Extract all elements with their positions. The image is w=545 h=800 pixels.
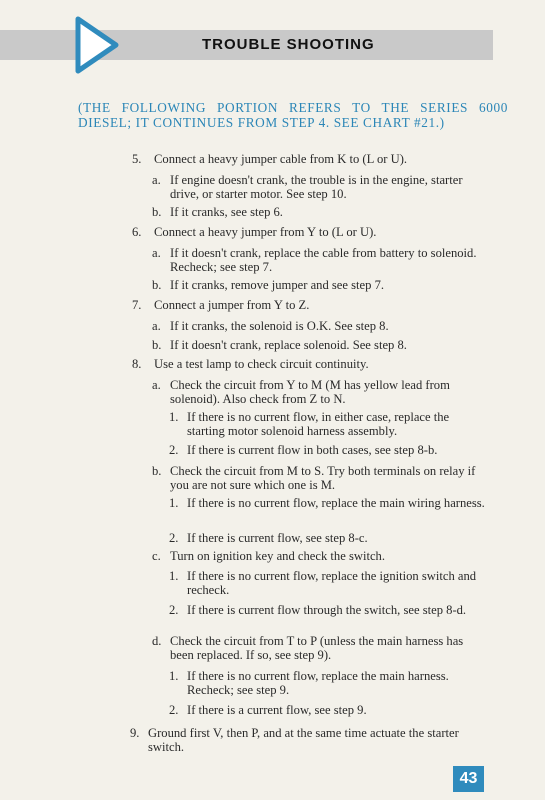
step-text: If there is no current flow, in either case, replace the starting motor solenoid harness assembly. (187, 410, 450, 438)
step-6-b (152, 278, 488, 292)
step-number: b. (152, 205, 162, 219)
step-9 (130, 726, 490, 754)
step-8-b-2 (169, 531, 487, 545)
page-title: TROUBLE SHOOTING (202, 36, 375, 53)
step-text: If there is a current flow, see step 9. (187, 703, 367, 717)
step-8-d-1 (169, 669, 487, 697)
step-text: Connect a jumper from Y to Z. (154, 298, 310, 312)
step-text: If it cranks, the solenoid is O.K. See step 8. (170, 319, 389, 333)
step-8-d-2 (169, 703, 487, 717)
step-text: Check the circuit from M to S. Try both terminals on relay if you are not sure which one is M. (170, 464, 476, 492)
step-number: 9. (130, 726, 140, 740)
step-text: Check the circuit from Y to M (M has yellow lead from solenoid). Also check from Z to N. (170, 378, 450, 406)
step-text: Connect a heavy jumper from Y to (L or U). (154, 225, 377, 239)
step-5-a (152, 173, 488, 201)
step-text: If there is current flow, see step 8-c. (187, 531, 368, 545)
step-text: If there is current flow in both cases, see step 8-b. (187, 443, 438, 457)
step-text: Connect a heavy jumper cable from K to (L or U). (154, 152, 408, 166)
step-number: 1. (169, 496, 179, 510)
step-number: 1. (169, 569, 179, 583)
step-number: d. (152, 634, 162, 648)
step-5-b (152, 205, 488, 219)
step-7-a (152, 319, 488, 333)
step-8-a-2 (169, 443, 487, 457)
step-8-a-1 (169, 410, 487, 438)
step-number: b. (152, 464, 162, 478)
step-text: If it cranks, see step 6. (170, 205, 283, 219)
step-8-d (152, 634, 488, 662)
step-8-c (152, 549, 488, 563)
step-number: 1. (169, 410, 179, 424)
step-number: b. (152, 278, 162, 292)
step-number: 2. (169, 703, 179, 717)
step-text: Turn on ignition key and check the switch. (170, 549, 385, 563)
step-number: a. (152, 173, 161, 187)
step-number: 8. (132, 357, 142, 371)
step-8-b-1 (169, 496, 487, 510)
step-number: 5. (132, 152, 142, 166)
step-number: c. (152, 549, 161, 563)
step-number: a. (152, 319, 161, 333)
step-6-a (152, 246, 488, 274)
step-7-b (152, 338, 488, 352)
step-text: If it doesn't crank, replace the cable from battery to solenoid. Recheck; see step 7. (170, 246, 477, 274)
step-text: Ground first V, then P, and at the same time actuate the starter switch. (148, 726, 459, 754)
step-number: 2. (169, 531, 179, 545)
step-number: a. (152, 246, 161, 260)
step-text: If there is no current flow, replace the main wiring harness. (187, 496, 485, 510)
page-number: 43 (453, 766, 484, 792)
step-number: b. (152, 338, 162, 352)
step-number: 7. (132, 298, 142, 312)
step-8-b (152, 464, 488, 492)
step-5 (132, 152, 492, 166)
step-8-a (152, 378, 488, 406)
step-6 (132, 225, 492, 239)
play-arrow-icon (70, 13, 124, 77)
step-8-c-1 (169, 569, 487, 597)
step-text: If there is no current flow, replace the ignition switch and recheck. (187, 569, 477, 597)
step-text: If there is current flow through the switch, see step 8-d. (187, 603, 467, 617)
step-7 (132, 298, 492, 312)
step-number: 1. (169, 669, 179, 683)
step-8 (132, 357, 492, 371)
step-text: If engine doesn't crank, the trouble is in the engine, starter drive, or starter motor. See step 10. (170, 173, 463, 201)
step-number: 2. (169, 443, 179, 457)
step-text: Use a test lamp to check circuit continuity. (154, 357, 369, 371)
step-number: 2. (169, 603, 179, 617)
step-text: Check the circuit from T to P (unless the main harness has been replaced. If so, see step 9). (170, 634, 464, 662)
step-number: a. (152, 378, 161, 392)
step-text: If there is no current flow, replace the main harness. Recheck; see step 9. (187, 669, 449, 697)
step-text: If it cranks, remove jumper and see step 7. (170, 278, 385, 292)
intro-note: (THE FOLLOWING PORTION REFERS TO THE SERIES 6000 DIESEL; IT CONTINUES FROM STEP 4. SEE CHART #21.) (78, 100, 508, 130)
step-8-c-2 (169, 603, 487, 617)
step-number: 6. (132, 225, 142, 239)
step-text: If it doesn't crank, replace solenoid. See step 8. (170, 338, 407, 352)
